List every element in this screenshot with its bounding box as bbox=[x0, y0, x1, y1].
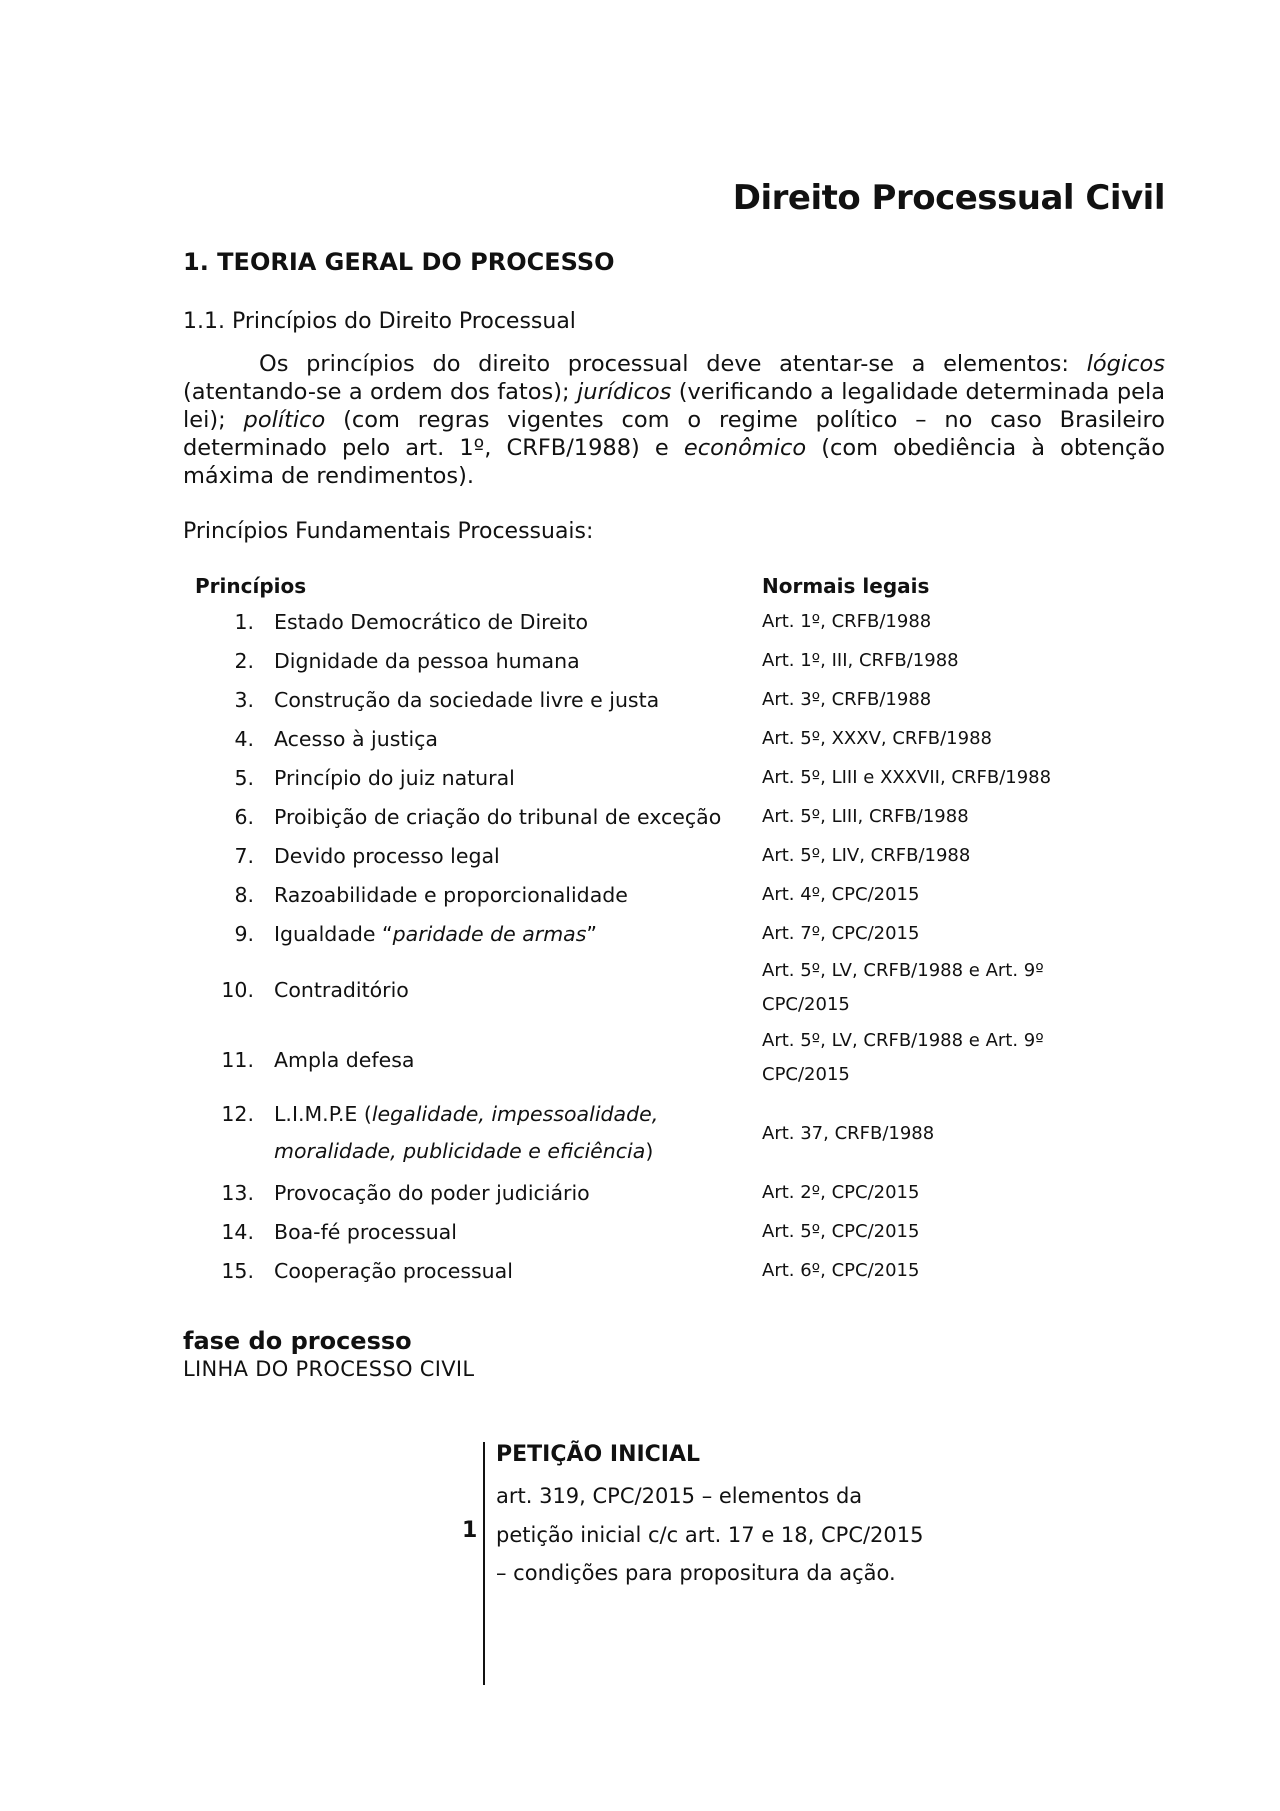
timeline-line bbox=[483, 1442, 485, 1685]
phase-title: fase do processo bbox=[183, 1327, 412, 1355]
intro-emphasis: lógicos bbox=[1086, 351, 1165, 377]
section-heading: 1. TEORIA GERAL DO PROCESSO bbox=[183, 248, 615, 276]
row-number: 5. bbox=[234, 766, 254, 790]
row-number: 9. bbox=[234, 922, 254, 946]
subsection-heading: 1.1. Princípios do Direito Processual bbox=[183, 309, 576, 334]
principle-name: Estado Democrático de Direito bbox=[274, 610, 589, 634]
legal-reference: Art. 7º, CPC/2015 bbox=[762, 923, 920, 944]
principle-name: Boa-fé processual bbox=[274, 1220, 457, 1244]
legal-reference: Art. 5º, CPC/2015 bbox=[762, 1221, 920, 1242]
table-caption: Princípios Fundamentais Processuais: bbox=[183, 519, 594, 544]
principle-name: Proibição de criação do tribunal de exceção bbox=[274, 805, 722, 829]
principle-name-text: ” bbox=[586, 922, 598, 946]
legal-reference: Art. 1º, CRFB/1988 bbox=[762, 611, 932, 632]
intro-text: (verificando a legalidade determinada pela lei); bbox=[183, 379, 1165, 433]
row-number: 10. bbox=[221, 978, 254, 1002]
principle-name-text: L.I.M.P.E ( bbox=[274, 1102, 372, 1126]
legal-reference-line: Art. 5º, LV, CRFB/1988 e Art. 9º bbox=[762, 960, 1044, 981]
principle-name-text: Igualdade “ bbox=[274, 922, 393, 946]
legal-reference: Art. 2º, CPC/2015 bbox=[762, 1182, 920, 1203]
legal-reference: Art. 6º, CPC/2015 bbox=[762, 1260, 920, 1281]
principle-name: Princípio do juiz natural bbox=[274, 766, 515, 790]
column-header-laws: Normais legais bbox=[762, 574, 930, 598]
principle-name bbox=[274, 1096, 714, 1170]
principle-name: Ampla defesa bbox=[274, 1048, 415, 1072]
principle-name: Dignidade da pessoa humana bbox=[274, 649, 580, 673]
intro-text: (com regras vigentes com o regime político – no caso Brasileiro determinado pelo art. 1º, CRFB/1988) e bbox=[183, 407, 1166, 461]
legal-reference-line: Art. 5º, LV, CRFB/1988 e Art. 9º bbox=[762, 1030, 1044, 1051]
row-number: 7. bbox=[234, 844, 254, 868]
legal-reference-line: CPC/2015 bbox=[762, 994, 850, 1015]
row-number: 2. bbox=[234, 649, 254, 673]
principle-name: Construção da sociedade livre e justa bbox=[274, 688, 660, 712]
principle-name: Cooperação processual bbox=[274, 1259, 513, 1283]
principle-name-text: ) bbox=[645, 1139, 654, 1163]
intro-paragraph bbox=[183, 350, 1165, 490]
intro-emphasis: econômico bbox=[683, 435, 807, 461]
row-number: 4. bbox=[234, 727, 254, 751]
intro-emphasis: político bbox=[243, 407, 326, 433]
step-number: 1 bbox=[462, 1518, 478, 1543]
legal-reference bbox=[762, 954, 1092, 1022]
intro-text: Os princípios do direito processual deve atentar-se a elementos: bbox=[259, 351, 1087, 377]
principle-name-emphasis: paridade de armas bbox=[392, 922, 587, 946]
intro-text: (atentando-se a ordem dos fatos); bbox=[183, 379, 577, 405]
row-number: 1. bbox=[234, 610, 254, 634]
principle-name: Acesso à justiça bbox=[274, 727, 438, 751]
legal-reference: Art. 5º, LIV, CRFB/1988 bbox=[762, 845, 971, 866]
legal-reference: Art. 5º, LIII, CRFB/1988 bbox=[762, 806, 969, 827]
principle-name: Contraditório bbox=[274, 978, 409, 1002]
legal-reference: Art. 5º, LIII e XXXVII, CRFB/1988 bbox=[762, 767, 1052, 788]
step-text: art. 319, CPC/2015 – elementos da petição inicial c/c art. 17 e 18, CPC/2015 – condições para propositura da ação. bbox=[496, 1484, 924, 1585]
legal-reference: Art. 1º, III, CRFB/1988 bbox=[762, 650, 959, 671]
phase-subtitle: LINHA DO PROCESSO CIVIL bbox=[183, 1357, 475, 1381]
row-number: 11. bbox=[221, 1048, 254, 1072]
row-number: 8. bbox=[234, 883, 254, 907]
legal-reference: Art. 37, CRFB/1988 bbox=[762, 1123, 935, 1144]
step-title: PETIÇÃO INICIAL bbox=[496, 1442, 701, 1467]
intro-text: (com obediência à obtenção máxima de rendimentos). bbox=[183, 435, 1165, 489]
principle-name: Razoabilidade e proporcionalidade bbox=[274, 883, 628, 907]
row-number: 3. bbox=[234, 688, 254, 712]
principle-name: Devido processo legal bbox=[274, 844, 500, 868]
legal-reference bbox=[762, 1024, 1092, 1092]
legal-reference: Art. 5º, XXXV, CRFB/1988 bbox=[762, 728, 992, 749]
page-title: Direito Processual Civil bbox=[732, 178, 1165, 218]
row-number: 14. bbox=[221, 1220, 254, 1244]
column-header-principles: Princípios bbox=[195, 574, 307, 598]
legal-reference-line: CPC/2015 bbox=[762, 1064, 850, 1085]
row-number: 15. bbox=[221, 1259, 254, 1283]
principle-name bbox=[274, 916, 754, 953]
intro-emphasis: jurídicos bbox=[576, 379, 672, 405]
principle-name: Provocação do poder judiciário bbox=[274, 1181, 590, 1205]
principle-name-emphasis: legalidade, impessoalidade, moralidade, publicidade e eficiência bbox=[274, 1102, 659, 1163]
legal-reference: Art. 4º, CPC/2015 bbox=[762, 884, 920, 905]
legal-reference: Art. 3º, CRFB/1988 bbox=[762, 689, 932, 710]
row-number: 13. bbox=[221, 1181, 254, 1205]
row-number: 6. bbox=[234, 805, 254, 829]
row-number: 12. bbox=[221, 1102, 254, 1126]
